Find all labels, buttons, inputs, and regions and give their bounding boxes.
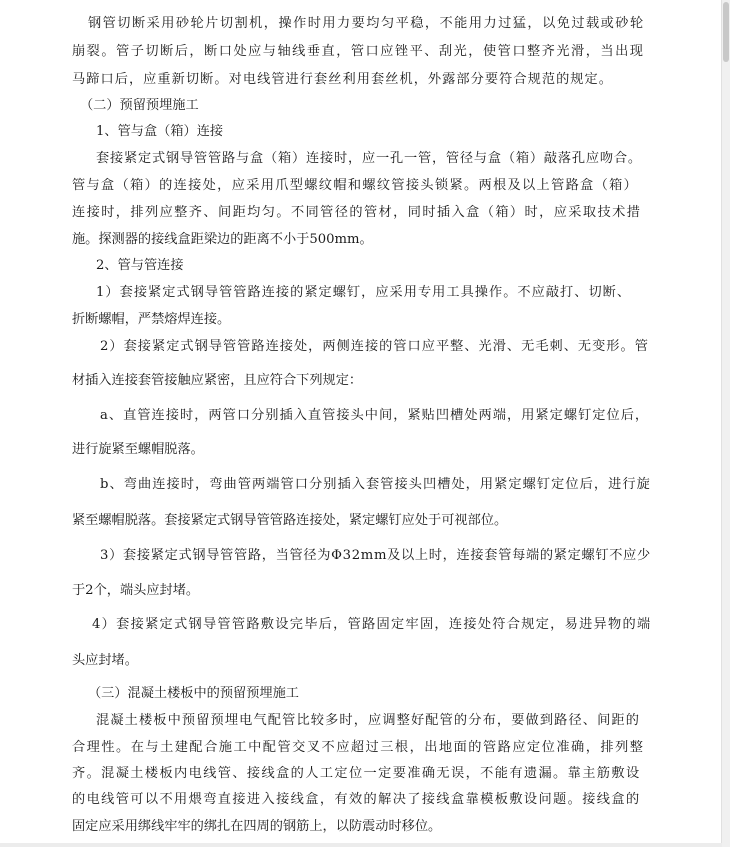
vertical-scrollbar[interactable] — [721, 0, 730, 847]
section-heading: （三）混凝土楼板中的预留预埋施工 — [88, 686, 299, 701]
subsection-heading: 1、管与盒（箱）连接 — [96, 124, 224, 139]
page-bottom-edge — [0, 843, 722, 847]
text-line: 的电线管可以不用煨弯直接进入接线盒，有效的解决了接线盒靠模板敷设问题。接线盒的 — [72, 792, 641, 807]
text-line: 2）套接紧定式钢导管管路连接处，两侧连接的管口应平整、光滑、无毛刺、无变形。管 — [100, 339, 649, 354]
text-line: 固定应采用绑线牢牢的绑扎在四周的钢筋上，以防震动时移位。 — [72, 819, 442, 834]
text-line: 折断螺帽，严禁熔焊连接。 — [72, 312, 231, 327]
text-line: 齐。混凝土楼板内电线管、接线盒的人工定位一定要准确无误，不能有遗漏。靠主筋敷设 — [72, 766, 641, 781]
text-line: 马蹄口后，应重新切断。对电线管进行套丝利用套丝机，外露部分要符合规范的规定。 — [72, 72, 614, 87]
text-line: 合理性。在与土建配合施工中配管交叉不应超过三根，出地面的管路应定位准确，排列整 — [72, 740, 645, 755]
text-line: 混凝土楼板中预留预埋电气配管比较多时，应调整好配管的分布，要做到路径、间距的 — [96, 713, 641, 728]
text-line: 施。探测器的接线盒距梁边的距离不小于500mm。 — [72, 232, 373, 247]
subsection-heading: 2、管与管连接 — [96, 258, 184, 273]
text-line: 连接时，排列应整齐、间距均匀。不同管径的管材，同时插入盒（箱）时，应采取技术措 — [72, 205, 642, 220]
text-line: 钢管切断采用砂轮片切割机，操作时用力要均匀平稳，不能用力过猛，以免过载或砂轮 — [88, 16, 645, 31]
text-line: 于2个，端头应封堵。 — [72, 583, 200, 598]
text-line: 紧至螺帽脱落。套接紧定式钢导管管路连接处，紧定螺钉应处于可视部位。 — [72, 513, 508, 528]
text-line: b、弯曲连接时，弯曲管两端管口分别插入套管接头凹槽处，用紧定螺钉定位后，进行旋 — [100, 477, 651, 492]
text-line: 套接紧定式钢导管管路与盒（箱）连接时，应一孔一管，管径与盒（箱）敲落孔应吻合。 — [96, 151, 642, 166]
text-line: 1）套接紧定式钢导管管路连接的紧定螺钉，应采用专用工具操作。不应敲打、切断、 — [96, 285, 632, 300]
text-line: 3）套接紧定式钢导管管路，当管径为Φ32mm及以上时，连接套管每端的紧定螺钉不应少 — [100, 548, 651, 563]
text-line: 4）套接紧定式钢导管管路敷设完毕后，管路固定牢固，连接处符合规定，易进异物的端 — [92, 617, 652, 632]
text-line: 崩裂。管子切断后，断口处应与轴线垂直，管口应锉平、刮光，使管口整齐光滑，当出现 — [72, 44, 645, 59]
text-line: a、直管连接时，两管口分别插入直管接头中间，紧贴凹槽处两端，用紧定螺钉定位后， — [100, 408, 650, 423]
text-line: 头应封堵。 — [72, 653, 138, 668]
text-line: 材插入连接套管接触应紧密，且应符合下列规定： — [72, 373, 363, 388]
section-heading: （二）预留预埋施工 — [80, 98, 199, 113]
scrollbar-thumb[interactable] — [723, 2, 729, 62]
text-line: 管与盒（箱）的连接处，应采用爪型螺纹帽和螺纹管接头锁紧。两根及以上管路盒（箱） — [72, 178, 639, 193]
text-line: 进行旋紧至螺帽脱落。 — [72, 442, 204, 457]
